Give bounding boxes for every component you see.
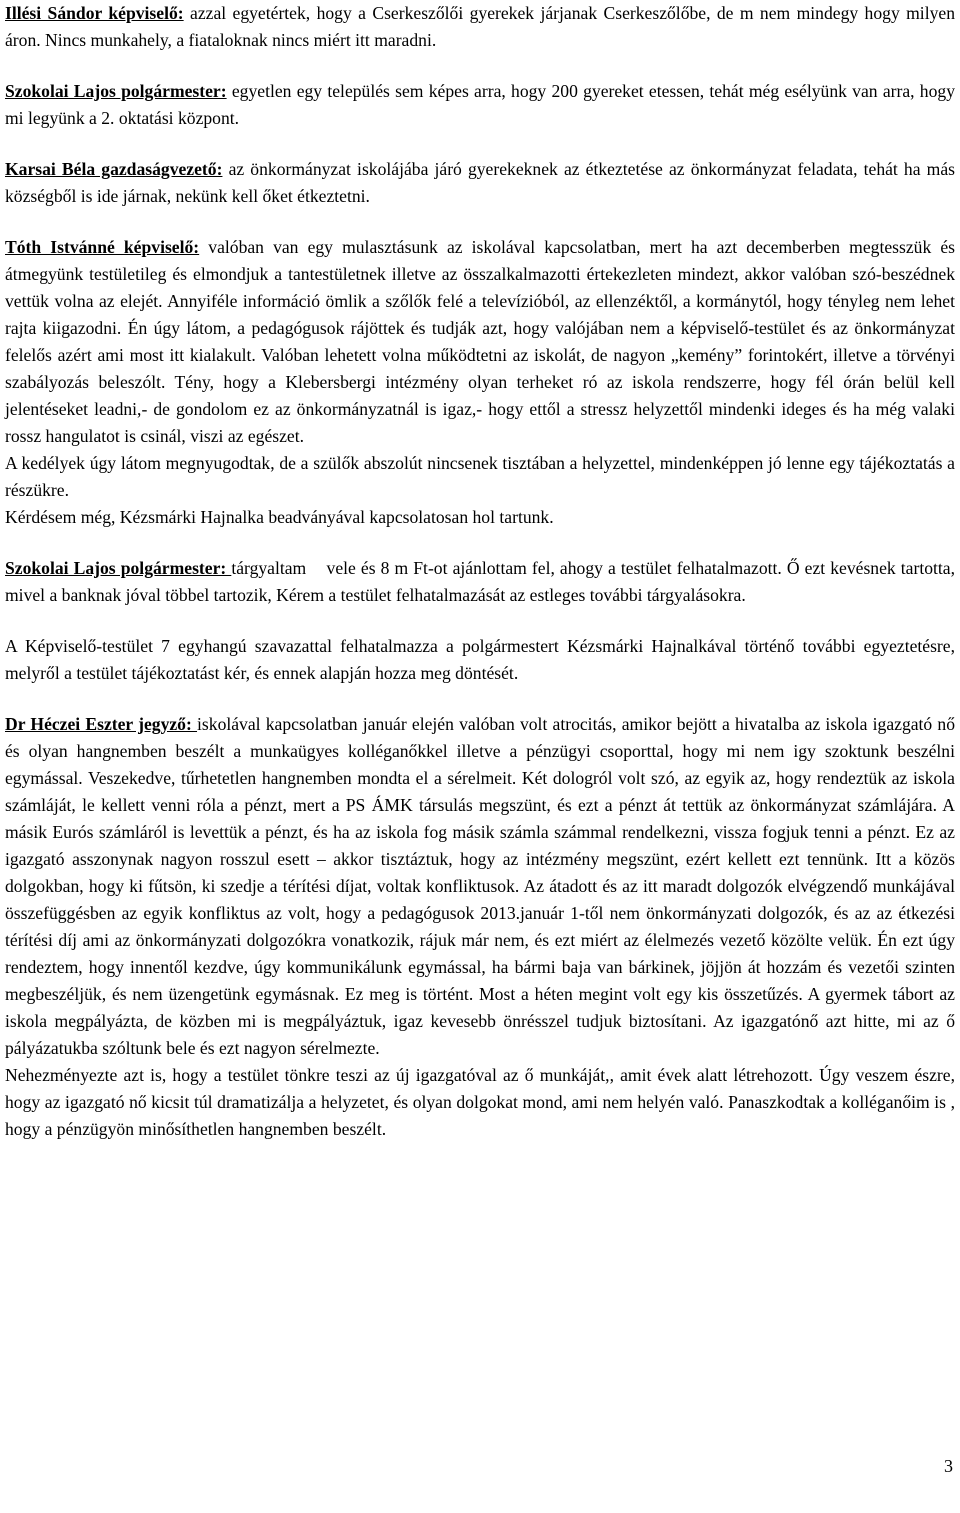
- paragraph-5: [5, 450, 955, 504]
- paragraph-text: iskolával kapcsolatban január elején valóban volt atrocitás, amikor bejött a hivatalba az iskola igazgató nő és olyan hangnemben beszélt a munkaügyes kolléganőkkel illetve a pénzügyi csoporttal, hogy mi nem igy szoktunk beszélni egymással. Veszekedve, tűrhetetlen hangnemben mondta el a sérelmeit. Két dologról volt szó, az egyik az, hogy rendeztük az iskola számláját, le kellett venni róla a pénzt, mert a PS ÁMK társulás megszünt, és ezt a pénzt át tettük az önkormányzat számlájára. A másik Eurós számláról is levettük a pénzt, és ha az iskola fog másik számla számmal rendelkezni, vissza fogjuk tenni a pénzt. Ez az igazgató asszonynak nagyon rosszul esett – akkor tisztáztuk, hogy az intézmény megszünt, ezért kellett ezt tennünk. Itt a közös dolgokban, hogy ki fűtsön, ki szedje a térítési díjat, voltak konfliktusok. Az átadott és az itt maradt dolgozók elvégzendő munkájával összefüggésben az egyik konfliktus az volt, hogy a pedagógusok 2013.január 1-től nem önkormányzati dolgozók, és az az étkezési térítési díj ami az önkormányzati dolgozókra vonatkozik, rájuk már nem, és ezt miért az élelmezés vezető közölte velük. Én ezt úgy rendeztem, hogy innentől kezdve, úgy kommunikálunk egymással, ha bármi baja van bárkinek, jöjjön át hozzám és vezetői szinten megbeszéljük, és nem üzengetünk egymásnak. Ez meg is történt. Most a héten megint volt egy kis összetűzés. A gyermek tábort az iskola megpályázta, de közben mi is megpályáztuk, igaz kevesebb önrésszel tudjuk biztosítani. Az igazgatónő azt hitte, mi az ő pályázatukba szóltunk bele és ezt nagyon sérelmezte.: [5, 714, 956, 1058]
- paragraph-7: [5, 555, 960, 609]
- paragraph-text: tárgyaltam vele és 8 m Ft-ot ajánlottam fel, ahogy a testület felhatalmazott. Ő ezt kevésnek tartotta, mivel a banknak jóval többel tartozik, Kérem a testület felhatalmazását az estleges további tárgyalásokra.: [5, 558, 960, 605]
- speaker-label: Dr Héczei Eszter jegyző:: [5, 714, 198, 734]
- paragraph-1: [5, 0, 955, 54]
- paragraph-text: egyetlen egy település sem képes arra, hogy 200 gyereket etessen, tehát még esélyünk van arra, hogy mi legyünk a 2. oktatási központ.: [5, 81, 955, 128]
- paragraph-9: [5, 711, 955, 1062]
- document-page: [5, 0, 960, 1143]
- speaker-label: Szokolai Lajos polgármester:: [5, 81, 227, 101]
- paragraph-text: Kérdésem még, Kézsmárki Hajnalka beadványával kapcsolatosan hol tartunk.: [5, 507, 554, 527]
- paragraph-text: valóban van egy mulasztásunk az iskolával kapcsolatban, mert ha azt decemberben megtesszük és átmegyünk testületileg és elmondjuk a tantestületnek illetve az összalkalmazotti értekezleten mindezt, akkor valóban szó-beszédnek vettük volna az elejét. Annyiféle információ ömlik a szőlők felé a televízióból, az ellenzéktől, a kormánytól, hogy tényleg nem lehet rajta kiigazodni. Én úgy látom, a pedagógusok rájöttek és tudják azt, hogy valójában nem a képviselő-testület és az önkormányzat felelős azért ami most itt kialakult. Valóban lehetett volna működtetni az iskolát, de nagyon „kemény” forintokért, illetve a törvényi szabályozás beleszólt. Tény, hogy a Klebersbergi intézmény olyan terheket ró az iskola rendszerre, hogy fél órán belül kell jelentéseket leadni,- de gondolom ez az önkormányzatnál is igaz,- hogy ettől a stressz helyzettől mindenki ideges és ha még valaki rossz hangulatot is csinál, viszi az egészet.: [5, 237, 955, 446]
- paragraph-text: azzal egyetértek, hogy a Cserkeszőlői gyerekek járjanak Cserkeszőlőbe, de m nem mindegy hogy milyen áron. Nincs munkahely, a fiataloknak nincs miért itt maradni.: [5, 3, 955, 50]
- resolution-paragraph: [5, 633, 955, 687]
- paragraph-4: [5, 234, 955, 450]
- paragraph-text: az önkormányzat iskolájába járó gyerekeknek az étkeztetése az önkormányzat feladata, tehát ha más községből is ide járnak, nekünk kell őket étkeztetni.: [5, 159, 955, 206]
- speaker-label: Tóth Istvánné képviselő:: [5, 237, 200, 257]
- speaker-label: Szokolai Lajos polgármester:: [5, 558, 232, 578]
- paragraph-10: [5, 1062, 955, 1143]
- speaker-label: Karsai Béla gazdaságvezető:: [5, 159, 223, 179]
- paragraph-text: Nehezményezte azt is, hogy a testület tönkre teszi az új igazgatóval az ő munkáját,, amit évek alatt létrehozott. Úgy veszem észre, hogy az igazgató nő kicsit túl dramatizálja a helyzetet, és olyan dolgokat mond, ami nem helyén való. Panaszkodtak a kolléganőim is , hogy a pénzügyön minősíthetlen hangnemben beszélt.: [5, 1065, 955, 1139]
- speaker-label: Illési Sándor képviselő:: [5, 3, 184, 23]
- paragraph-3: [5, 156, 955, 210]
- paragraph-2: [5, 78, 955, 132]
- paragraph-6: [5, 504, 955, 531]
- page-number: 3: [944, 1456, 953, 1476]
- paragraph-text: A kedélyek úgy látom megnyugodtak, de a szülők abszolút nincsenek tisztában a helyzettel, mindenképpen jó lenne egy tájékoztatás a részükre.: [5, 453, 955, 500]
- paragraph-text: A Képviselő-testület 7 egyhangú szavazattal felhatalmazza a polgármestert Kézsmárki Hajnalkával történő további egyeztetésre, melyről a testület tájékoztatást kér, és ennek alapján hozza meg döntését.: [5, 636, 955, 683]
